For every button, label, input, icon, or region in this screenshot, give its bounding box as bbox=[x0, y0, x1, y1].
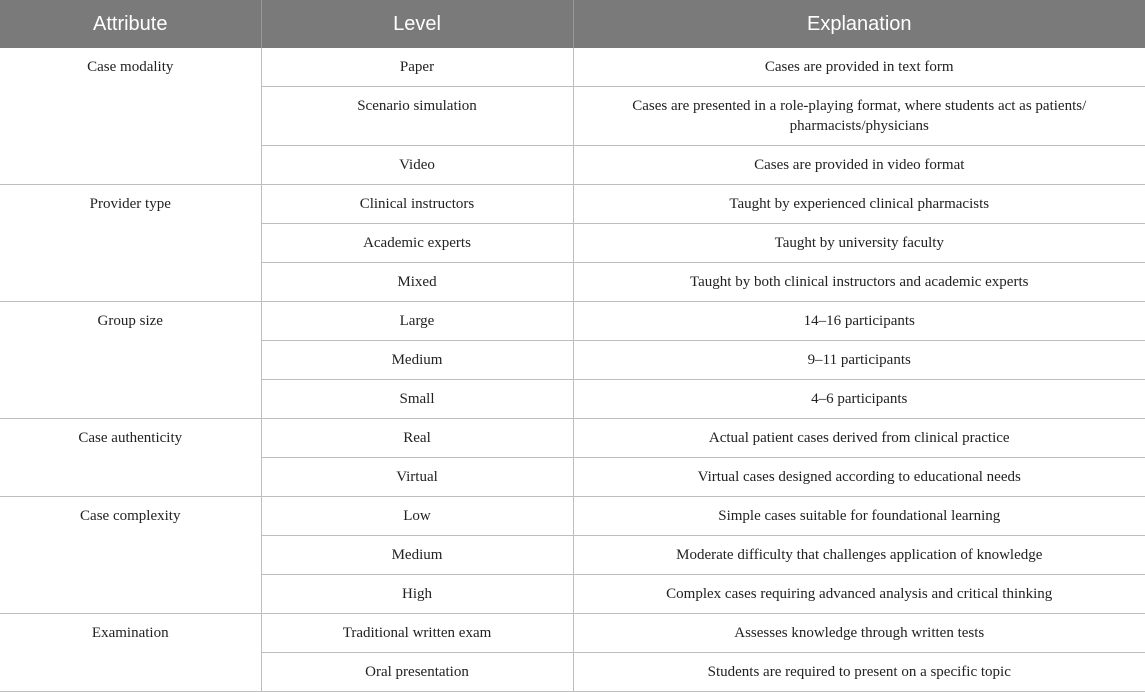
table-row bbox=[0, 185, 1145, 224]
level-cell: Academic experts bbox=[261, 224, 573, 263]
explanation-cell: Taught by both clinical instructors and academic experts bbox=[573, 263, 1145, 302]
table-row bbox=[0, 419, 1145, 458]
explanation-cell: Cases are provided in video format bbox=[573, 146, 1145, 185]
explanation-cell: Virtual cases designed according to educational needs bbox=[573, 458, 1145, 497]
attribute-cell: Case modality bbox=[0, 48, 261, 185]
table-row bbox=[0, 614, 1145, 653]
level-cell: Scenario simulation bbox=[261, 87, 573, 146]
explanation-cell: Actual patient cases derived from clinical practice bbox=[573, 419, 1145, 458]
explanation-cell: Moderate difficulty that challenges application of knowledge bbox=[573, 536, 1145, 575]
explanation-cell: Cases are provided in text form bbox=[573, 48, 1145, 87]
attribute-cell: Case complexity bbox=[0, 497, 261, 614]
level-cell: Medium bbox=[261, 536, 573, 575]
header-row bbox=[0, 0, 1145, 48]
level-cell: Traditional written exam bbox=[261, 614, 573, 653]
table-row bbox=[0, 497, 1145, 536]
level-cell: Video bbox=[261, 146, 573, 185]
explanation-cell: Assesses knowledge through written tests bbox=[573, 614, 1145, 653]
level-cell: Oral presentation bbox=[261, 653, 573, 692]
level-cell: Medium bbox=[261, 341, 573, 380]
level-cell: Real bbox=[261, 419, 573, 458]
attribute-cell: Examination bbox=[0, 614, 261, 692]
level-cell: Virtual bbox=[261, 458, 573, 497]
explanation-cell: Taught by university faculty bbox=[573, 224, 1145, 263]
explanation-cell: 4–6 participants bbox=[573, 380, 1145, 419]
header-explanation: Explanation bbox=[573, 0, 1145, 48]
table-header bbox=[0, 0, 1145, 48]
level-cell: Mixed bbox=[261, 263, 573, 302]
attribute-cell: Provider type bbox=[0, 185, 261, 302]
header-attribute: Attribute bbox=[0, 0, 261, 48]
table-row bbox=[0, 48, 1145, 87]
attribute-cell: Group size bbox=[0, 302, 261, 419]
explanation-cell: Cases are presented in a role-playing format, where students act as patients/ pharmacists/physicians bbox=[573, 87, 1145, 146]
level-cell: Large bbox=[261, 302, 573, 341]
level-cell: Low bbox=[261, 497, 573, 536]
explanation-cell: Simple cases suitable for foundational learning bbox=[573, 497, 1145, 536]
header-level: Level bbox=[261, 0, 573, 48]
level-cell: Small bbox=[261, 380, 573, 419]
attribute-cell: Case authenticity bbox=[0, 419, 261, 497]
explanation-cell: Complex cases requiring advanced analysis and critical thinking bbox=[573, 575, 1145, 614]
table-body bbox=[0, 48, 1145, 692]
explanation-cell: 9–11 participants bbox=[573, 341, 1145, 380]
table-row bbox=[0, 302, 1145, 341]
level-cell: Clinical instructors bbox=[261, 185, 573, 224]
explanation-cell: Taught by experienced clinical pharmacists bbox=[573, 185, 1145, 224]
explanation-cell: Students are required to present on a specific topic bbox=[573, 653, 1145, 692]
explanation-cell: 14–16 participants bbox=[573, 302, 1145, 341]
level-cell: High bbox=[261, 575, 573, 614]
level-cell: Paper bbox=[261, 48, 573, 87]
